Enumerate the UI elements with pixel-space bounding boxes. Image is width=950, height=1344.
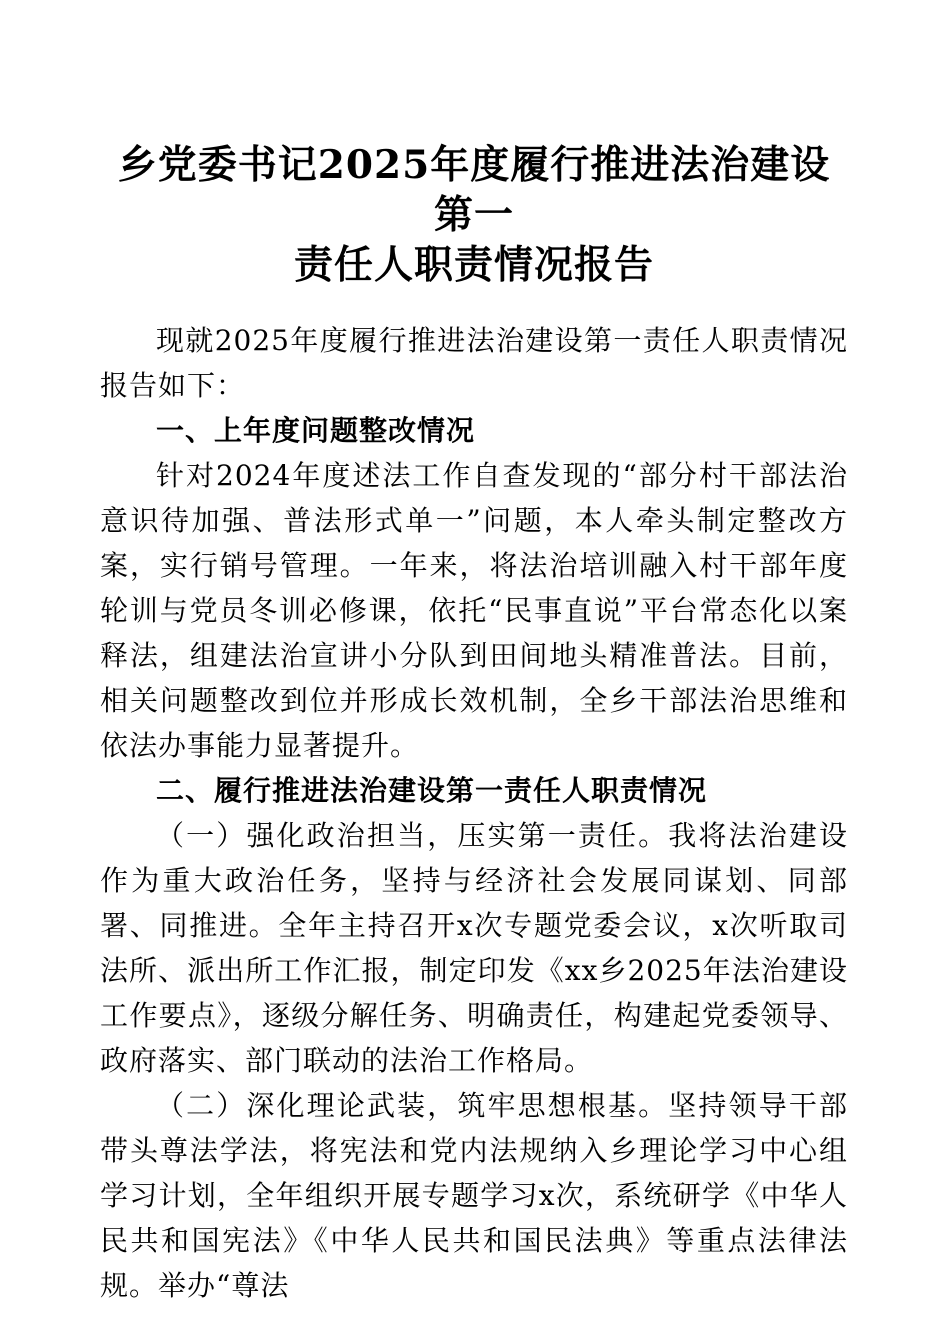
subsection-1-text: 我将法治建设作为重大政治任务，坚持与经济社会发展同谋划、同部署、同推进。全年主持召开x次专题党委会议，x次听取司法所、派出所工作汇报，制定印发《xx乡2025年法治建设工作要点》，逐级分解任务、明确责任，构建起党委领导、政府落实、部门联动的法治工作格局。: [100, 819, 848, 1077]
document-title-line-1: 乡党委书记2025年度履行推进法治建设第一: [117, 142, 831, 238]
document-title-line-2: 责任人职责情况报告: [293, 242, 654, 288]
intro-paragraph: 现就2025年度履行推进法治建设第一责任人职责情况报告如下：: [100, 324, 848, 402]
document-title: [100, 140, 848, 290]
section-1-paragraph: 针对2024年度述法工作自查发现的“部分村干部法治意识待加强、普法形式单一”问题，本人牵头制定整改方案，实行销号管理。一年来，将法治培训融入村干部年度轮训与党员冬训必修课，依托“民事直说”平台常态化以案释法，组建法治宣讲小分队到田间地头精准普法。目前，相关问题整改到位并形成长效机制，全乡干部法治思维和依法办事能力显著提升。: [100, 459, 848, 762]
subsection-2-text: 坚持领导干部带头尊法学法，将宪法和党内法规纳入乡理论学习中心组学习计划，全年组织开展专题学习x次，系统研学《中华人民共和国宪法》《中华人民共和国民法典》等重点法律法规。举办“尊法: [100, 1089, 848, 1302]
section-1-heading: 一、上年度问题整改情况: [156, 414, 476, 447]
section-2-subsection-2: [100, 1083, 848, 1308]
subsection-2-lead: （二）深化理论武装，筑牢思想根基。: [156, 1089, 669, 1122]
subsection-1-lead: （一）强化政治担当，压实第一责任。: [156, 819, 669, 852]
section-2-heading: 二、履行推进法治建设第一责任人职责情况: [156, 774, 708, 807]
section-2-subsection-1: [100, 813, 848, 1083]
